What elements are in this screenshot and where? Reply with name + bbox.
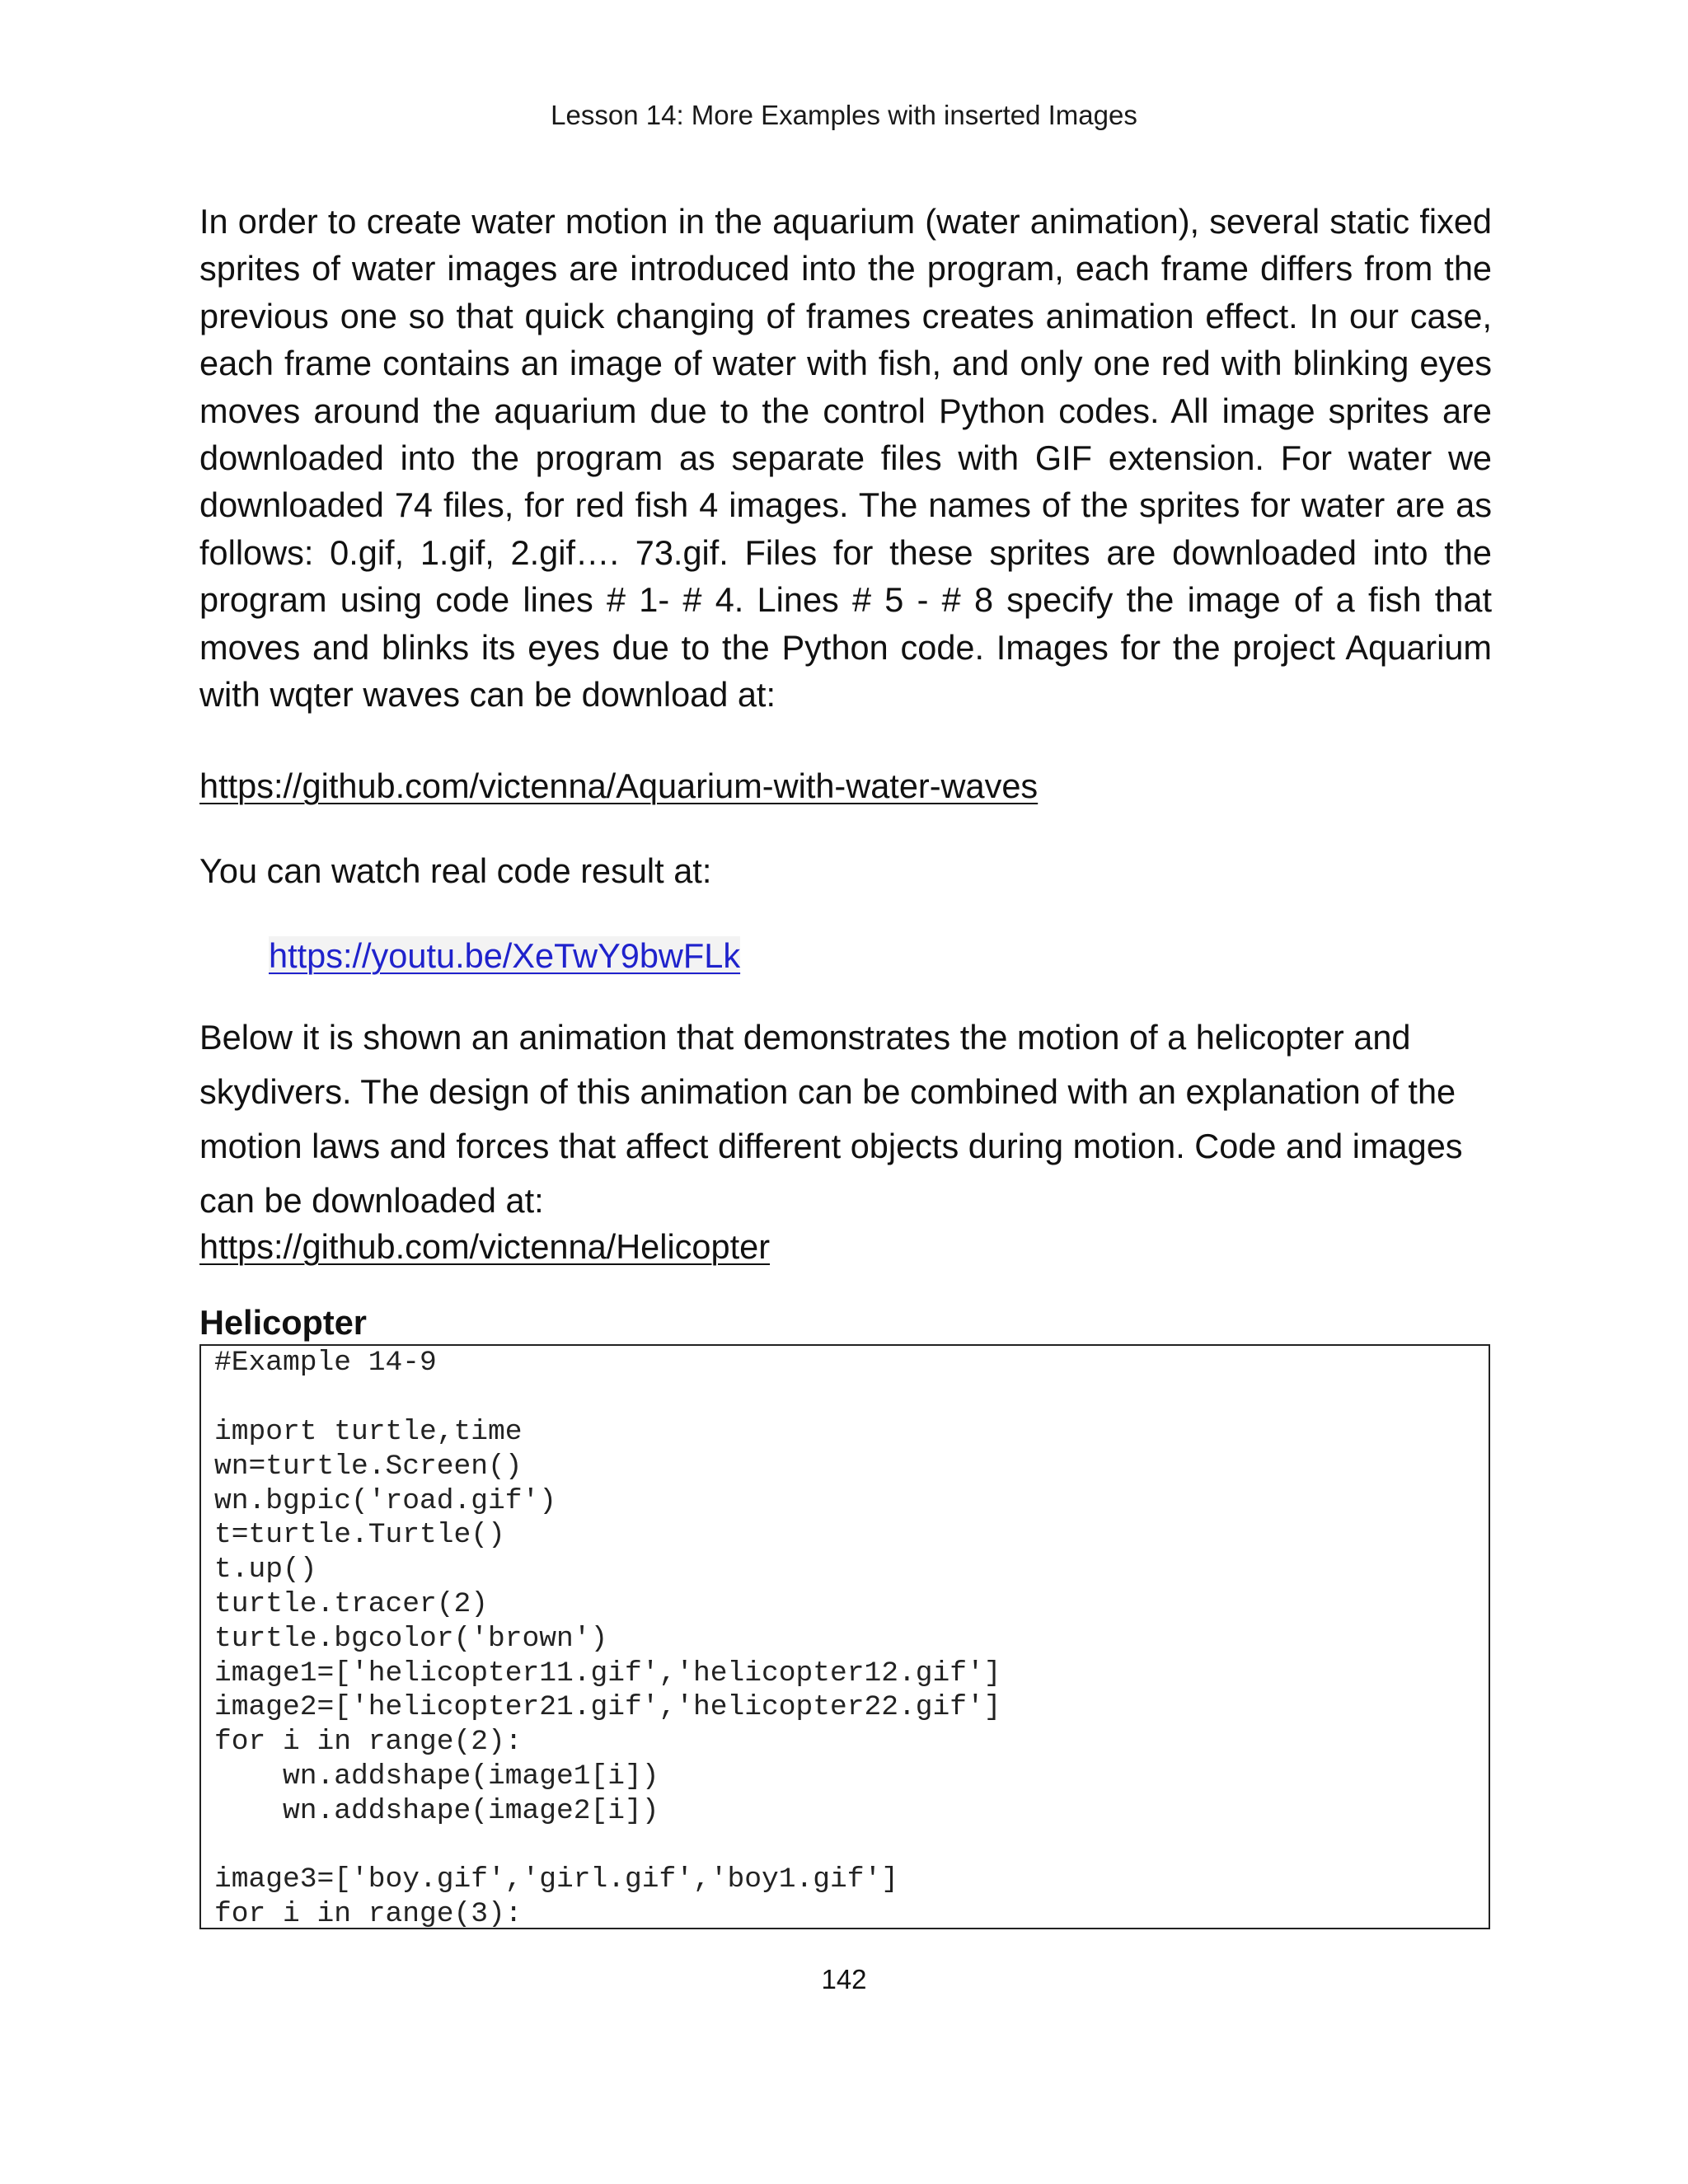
code-line: wn.addshape(image1[i]) — [214, 1760, 659, 1793]
page-content — [199, 198, 1492, 1929]
helicopter-paragraph: Below it is shown an animation that demonstrates the motion of a helicopter and skydivers. The design of this animation can be combined with an explanation of the motion laws and forces that affect different objects during motion. Code and images can be downloaded at: — [199, 1018, 1463, 1221]
helicopter-link-line — [199, 1223, 1492, 1270]
code-line: image3=['boy.gif','girl.gif','boy1.gif'] — [214, 1863, 899, 1896]
section-title: Helicopter — [199, 1303, 367, 1343]
page-header: Lesson 14: More Examples with inserted Images — [551, 100, 1137, 130]
code-line: for i in range(2): — [214, 1726, 523, 1759]
code-line — [214, 1380, 1475, 1415]
code-line: t=turtle.Turtle() — [214, 1519, 505, 1552]
youtube-link-line — [199, 932, 1492, 979]
watch-text: You can watch real code result at: — [199, 851, 712, 891]
code-line: wn.bgpic('road.gif') — [214, 1484, 557, 1517]
aquarium-link[interactable]: https://github.com/victenna/Aquarium-with-water-waves — [199, 766, 1039, 806]
page-number: 142 — [821, 1964, 867, 1994]
code-line: turtle.bgcolor('brown') — [214, 1622, 608, 1655]
code-line — [214, 1829, 1475, 1863]
aquarium-link-line — [199, 762, 1492, 809]
helicopter-link[interactable]: https://github.com/victenna/Helicopter — [199, 1227, 771, 1267]
code-line: for i in range(3): — [214, 1898, 523, 1930]
intro-paragraph: In order to create water motion in the aquarium (water animation), several static fixed sprites of water images are introduced into the program, each frame differs from the previous one so that quick changing of frames creates animation effect. In our case, each frame contains an image of water with fish, and only one red with blinking eyes moves around the aquarium due to the control Python codes. All image sprites are downloaded into the program as separate files with GIF extension. For water we downloaded 74 files, for red fish 4 images. The names of the sprites for water are as follows: 0.gif, 1.gif, 2.gif…. 73.gif. Files for these sprites are downloaded into the program using code lines # 1- # 4. Lines # 5 - # 8 specify the image of a fish that moves and blinks its eyes due to the Python code. Images for the project Aquarium with wqter waves can be download at: — [199, 202, 1492, 715]
code-line: image2=['helicopter21.gif','helicopter22.gif'] — [214, 1691, 1001, 1724]
code-block — [199, 1344, 1490, 1929]
code-line: turtle.tracer(2) — [214, 1588, 489, 1621]
code-line: t.up() — [214, 1554, 317, 1586]
code-line: import turtle,time — [214, 1416, 523, 1449]
code-line: #Example 14-9 — [214, 1347, 437, 1380]
youtube-link[interactable]: https://youtu.be/XeTwY9bwFLk — [269, 936, 741, 976]
code-line: wn=turtle.Screen() — [214, 1450, 523, 1483]
code-line: image1=['helicopter11.gif','helicopter12.gif'] — [214, 1657, 1001, 1690]
code-line: wn.addshape(image2[i]) — [214, 1794, 659, 1827]
